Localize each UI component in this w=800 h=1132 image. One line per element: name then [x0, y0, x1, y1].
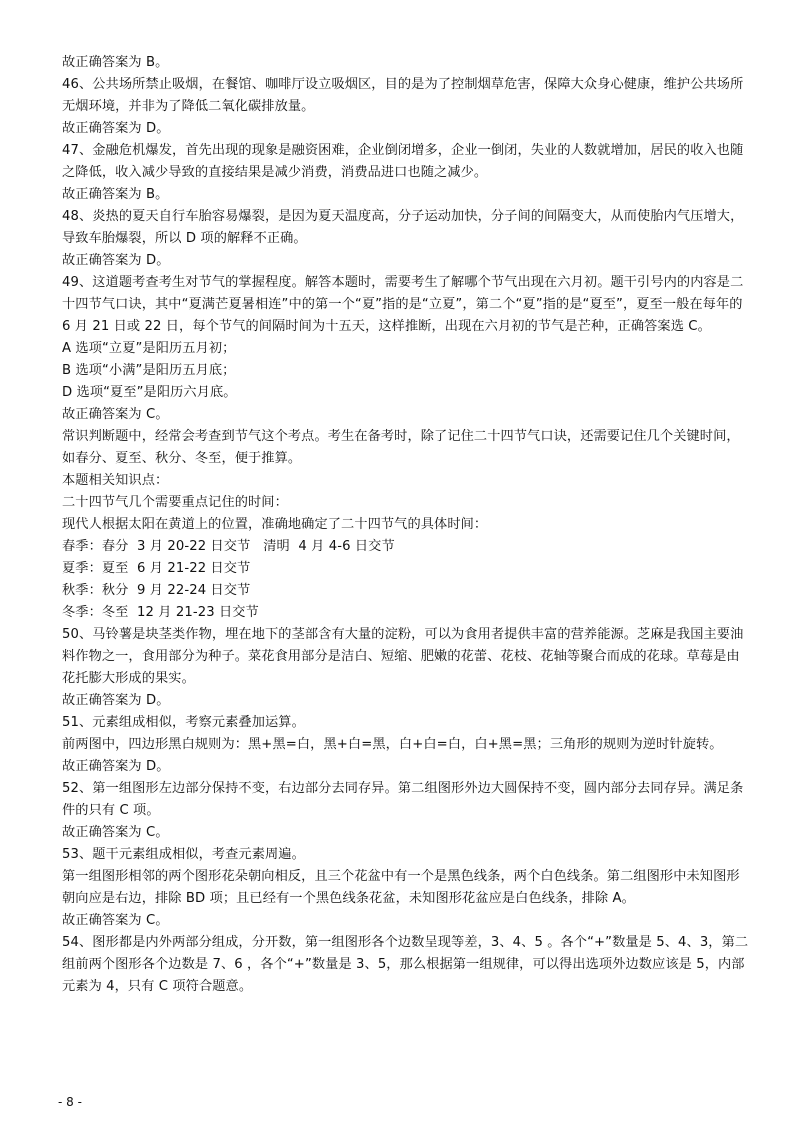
question-53-explanation: 53、题干元素组成相似，考查元素周遍。: [62, 847, 305, 862]
question-54-explanation: 54、图形都是内外两部分组成，分开数，第一组图形各个边数呈现等差，3、4、5 。各个“+”数量是 5、4、3，第二组前两个图形各个边数是 7、6 ，各个“+”数量是 3、5，那么根据第一组规律，可以得出选项外边数应该是 5，内部元素为 4，只有 C 项符合题意。: [62, 935, 749, 994]
question-48-explanation: 48、炎热的夏天自行车胎容易爆裂，是因为夏天温度高，分子运动加快，分子间的间隔变大，从而使胎内气压增大，导致车胎爆裂，所以 D 项的解释不正确。: [62, 209, 744, 246]
question-49-explanation: 49、这道题考查考生对节气的掌握程度。解答本题时，需要考生了解哪个节气出现在六月初。题干引号内的内容是二十四节气口诀，其中“夏满芒夏暑相连”中的第一个“夏”指的是“立夏”，第二个“夏”指的是“夏至”，夏至一般在每年的 6 月 21 日或 22 日，每个节气的间隔时间为十五天，这样推断，出现在六月初的节气是芒种，正确答案选 C。: [62, 275, 747, 334]
answer-line: 故正确答案为 D。: [62, 759, 170, 774]
season-winter: 冬季：冬至 12 月 21-23 日交节: [62, 605, 259, 620]
question-53-detail: 第一组图形相邻的两个图形花朵朝向相反，且三个花盆中有一个是黑色线条，两个白色线条。第二组图形中未知图形朝向应是右边，排除 BD 项；且已经有一个黑色线条花盆，未知图形花盆应是白色线条，排除 A。: [62, 869, 740, 906]
answer-line: 故正确答案为 B。: [62, 55, 169, 70]
answer-line: 故正确答案为 C。: [62, 913, 169, 928]
exam-tip: 常识判断题中，经常会考查到节气这个考点。考生在备考时，除了记住二十四节气口诀，还需要记住几个关键时间，如春分、夏至、秋分、冬至，便于推算。: [62, 429, 740, 466]
answer-line: 故正确答案为 C。: [62, 407, 169, 422]
knowledge-intro: 现代人根据太阳在黄道上的位置，准确地确定了二十四节气的具体时间：: [62, 517, 488, 532]
question-47-explanation: 47、金融危机爆发，首先出现的现象是融资困难，企业倒闭增多，企业一倒闭，失业的人数就增加，居民的收入也随之降低，收入减少导致的直接结果是减少消费，消费品进口也随之减少。: [62, 143, 744, 180]
question-51-explanation: 51、元素组成相似，考察元素叠加运算。: [62, 715, 305, 730]
answer-line: 故正确答案为 D。: [62, 253, 170, 268]
answer-line: 故正确答案为 D。: [62, 121, 170, 136]
answer-line: 故正确答案为 C。: [62, 825, 169, 840]
page-number: - 8 -: [58, 1095, 82, 1109]
season-summer: 夏季：夏至 6 月 21-22 日交节: [62, 561, 251, 576]
answer-line: 故正确答案为 D。: [62, 693, 170, 708]
answer-explanation-page: [62, 52, 752, 998]
option-a-note: A 选项“立夏”是阳历五月初；: [62, 341, 236, 356]
season-spring: 春季：春分 3 月 20-22 日交节 清明 4 月 4-6 日交节: [62, 539, 395, 554]
season-autumn: 秋季：秋分 9 月 22-24 日交节: [62, 583, 251, 598]
answer-line: 故正确答案为 B。: [62, 187, 169, 202]
question-52-explanation: 52、第一组图形左边部分保持不变，右边部分去同存异。第二组图形外边大圆保持不变，圆内部分去同存异。满足条件的只有 C 项。: [62, 781, 744, 818]
question-51-detail: 前两图中，四边形黑白规则为：黑+黑=白，黑+白=黑，白+白=白，白+黑=黑；三角形的规则为逆时针旋转。: [62, 737, 723, 752]
option-b-note: B 选项“小满”是阳历五月底；: [62, 363, 236, 378]
knowledge-heading: 本题相关知识点：: [62, 473, 169, 488]
knowledge-subheading: 二十四节气几个需要重点记住的时间：: [62, 495, 288, 510]
question-50-explanation: 50、马铃薯是块茎类作物，埋在地下的茎部含有大量的淀粉，可以为食用者提供丰富的营养能源。芝麻是我国主要油料作物之一，食用部分为种子。菜花食用部分是洁白、短缩、肥嫩的花蕾、花枝、花轴等聚合而成的花球。草莓是由花托膨大形成的果实。: [62, 627, 744, 686]
option-d-note: D 选项“夏至”是阳历六月底。: [62, 385, 237, 400]
question-46-explanation: 46、公共场所禁止吸烟，在餐馆、咖啡厅设立吸烟区，目的是为了控制烟草危害，保障大众身心健康，维护公共场所无烟环境，并非为了降低二氧化碳排放量。: [62, 77, 744, 114]
